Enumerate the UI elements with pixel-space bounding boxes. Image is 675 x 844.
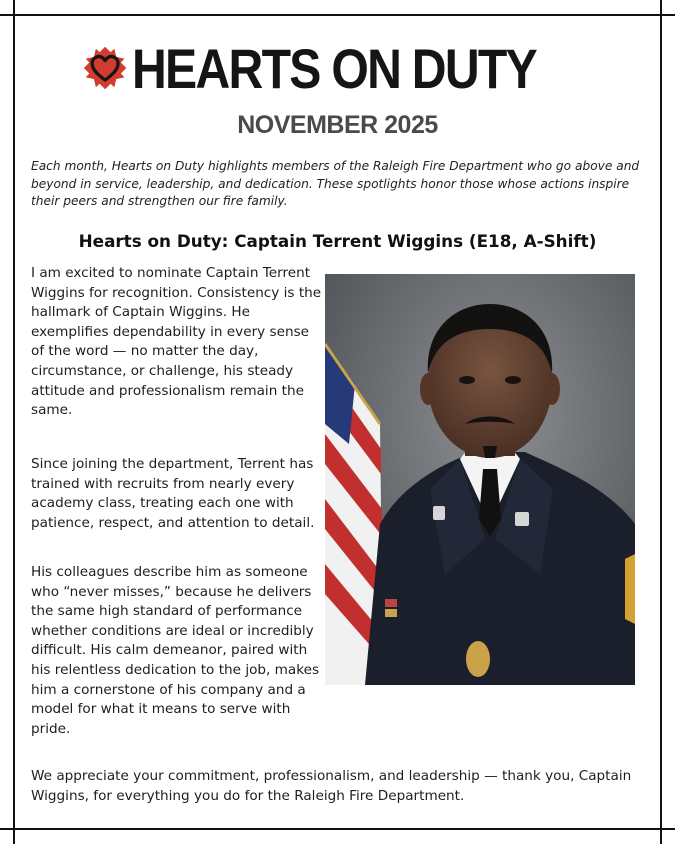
article-headline: Hearts on Duty: Captain Terrent Wiggins (E18, A-Shift) [78, 231, 597, 251]
masthead [82, 34, 602, 102]
maltese-cross-heart-icon [82, 35, 128, 101]
closing-paragraph: We appreciate your commitment, professionalism, and leadership — thank you, Captain Wiggins, for everything you do for the Raleigh Fire Department. [31, 768, 632, 804]
intro-text: Each month, Hearts on Duty highlights members of the Raleigh Fire Department who go above and beyond in service, leadership, and dedication. These spotlights honor those whose actions inspire their peers and strengthen our fire family. [31, 159, 640, 208]
paragraph-1: I am excited to nominate Captain Terrent Wiggins for recognition. Consistency is the hallmark of Captain Wiggins. He exemplifies dependability in every sense of the word — no matter the day, circumstance, or challenge, his steady attitude and professionalism remain the same. [31, 265, 322, 419]
paragraph-3-part-a: His colleagues describe him as someone who “never misses,” because he delivers the same high standard of performance whether conditions are ideal or incredibly difficult. His calm demeanor, paired with his relentless dedication to the job, makes [31, 564, 320, 678]
captain-portrait-photo [325, 274, 635, 685]
brand-title: HEARTS ON DUTY [132, 36, 537, 100]
frame-line-top [0, 14, 675, 16]
frame-line-bottom [0, 828, 675, 830]
paragraph-3 [31, 563, 325, 739]
issue-date: NOVEMBER 2025 [237, 111, 438, 139]
paragraph-3-part-b: him a cornerstone of his company and a model for what it means to serve with pride. [31, 681, 306, 737]
paragraph-2: Since joining the department, Terrent has trained with recruits from nearly every academy class, treating each one with patience, respect, and attention to detail. [31, 456, 315, 531]
